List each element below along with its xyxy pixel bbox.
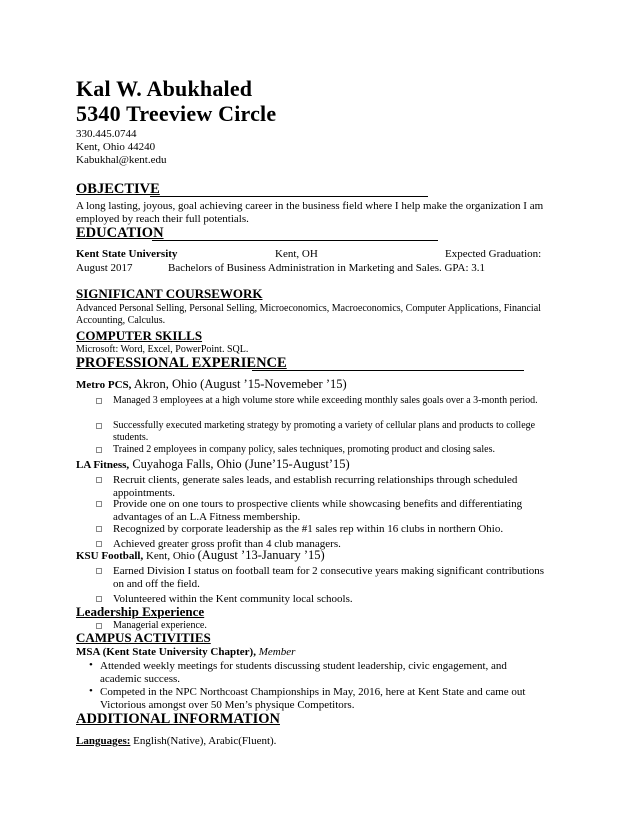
job-company: LA Fitness,	[76, 459, 130, 471]
objective-rule	[150, 196, 428, 197]
job-bullet: Successfully executed marketing strategy by promoting a variety of cellular plans and products to college students.	[113, 420, 536, 443]
objective-text: A long lasting, joyous, goal achieving career in the business field where I help make the organization I am employed by reach their full potentials.	[76, 200, 544, 225]
checkbox-bullet-icon	[96, 526, 102, 532]
campus-bullet: Attended weekly meetings for students discussing student leadership, civic engagement, and academic success.	[100, 660, 507, 685]
campus-activities-heading: CAMPUS ACTIVITIES	[76, 630, 211, 645]
computer-skills-heading: COMPUTER SKILLS	[76, 328, 203, 343]
graduation-date: August 2017	[76, 262, 133, 274]
checkbox-bullet-icon	[96, 568, 102, 574]
education-rule	[152, 240, 438, 241]
city-state-zip: Kent, Ohio 44240	[76, 141, 156, 153]
computer-skills-text: Microsoft: Word, Excel, PowerPoint. SQL.	[76, 344, 249, 355]
checkbox-bullet-icon	[96, 477, 102, 483]
checkbox-bullet-icon	[96, 541, 102, 547]
leadership-heading: Leadership Experience	[76, 604, 205, 619]
job-ksu-football-heading	[76, 548, 325, 563]
job-bullet: Recognized by corporate leadership as the #1 sales rep within 16 clubs in northern Ohio.	[113, 523, 504, 535]
email-address: Kabukhal@kent.edu	[76, 154, 167, 166]
campus-role: Member	[255, 646, 296, 658]
checkbox-bullet-icon	[96, 447, 102, 453]
job-la-fitness-heading	[76, 457, 350, 472]
experience-rule	[252, 370, 524, 371]
school-location: Kent, OH	[275, 248, 318, 260]
job-company: Metro PCS,	[76, 379, 132, 391]
additional-info-heading: ADDITIONAL INFORMATION	[76, 711, 280, 727]
job-city: Kent, Ohio	[143, 550, 198, 562]
job-bullet: Recruit clients, generate sales leads, and establish recurring relationships through scheduled appointments.	[113, 474, 518, 499]
job-details: Cuyahoga Falls, Ohio (June’15-August’15)	[129, 457, 350, 471]
degree-text: Bachelors of Business Administration in Marketing and Sales. GPA: 3.1	[168, 262, 486, 274]
checkbox-bullet-icon	[96, 398, 102, 404]
coursework-heading: SIGNIFICANT COURSEWORK	[76, 286, 263, 301]
expected-graduation-label: Expected Graduation:	[445, 248, 542, 260]
bullet-dot-icon: •	[89, 659, 93, 671]
job-bullet: Achieved greater gross profit than 4 club managers.	[113, 538, 341, 550]
experience-heading: PROFESSIONAL EXPERIENCE	[76, 355, 287, 371]
job-details: (August ’13-January ’15)	[197, 548, 325, 562]
job-bullet: Trained 2 employees in company policy, sales techniques, promoting product and closing sales.	[113, 444, 495, 455]
phone-number: 330.445.0744	[76, 128, 137, 140]
school-name: Kent State University	[76, 248, 178, 260]
street-address: 5340 Treeview Circle	[76, 101, 277, 126]
languages-value: English(Native), Arabic(Fluent).	[130, 735, 277, 747]
checkbox-bullet-icon	[96, 596, 102, 602]
job-bullet: Provide one on one tours to prospective clients while showcasing benefits and differentiating advantages of an L.A Fitness membership.	[113, 498, 523, 523]
education-heading: EDUCATION	[76, 225, 164, 241]
campus-org-line	[76, 646, 295, 658]
objective-heading: OBJECTIVE	[76, 181, 160, 197]
campus-org: MSA (Kent State University Chapter),	[76, 646, 256, 658]
full-name: Kal W. Abukhaled	[76, 76, 253, 101]
job-metro-pcs-heading	[76, 377, 347, 392]
checkbox-bullet-icon	[96, 423, 102, 429]
job-bullet: Earned Division I status on football team for 2 consecutive years making significant contributions on and off the field.	[113, 565, 545, 590]
languages-line	[76, 735, 276, 747]
leadership-bullet: Managerial experience.	[113, 620, 207, 631]
job-bullet: Managed 3 employees at a high volume store while exceeding monthly sales goals over a 3-month period.	[113, 395, 538, 406]
job-company: KSU Football,	[76, 550, 144, 562]
checkbox-bullet-icon	[96, 623, 102, 629]
campus-bullet: Competed in the NPC Northcoast Championships in May, 2016, here at Kent State and came out Victorious amongst over 50 Men’s physique Competitors.	[100, 686, 526, 711]
job-details: Akron, Ohio (August ’15-Novemeber ’15)	[131, 377, 347, 391]
job-bullet: Volunteered within the Kent community local schools.	[113, 593, 353, 605]
bullet-dot-icon: •	[89, 685, 93, 697]
languages-label: Languages:	[76, 735, 131, 747]
checkbox-bullet-icon	[96, 501, 102, 507]
coursework-text: Advanced Personal Selling, Personal Selling, Microeconomics, Macroeconomics, Computer Applications, Financial Accounting, Calculus.	[76, 303, 541, 326]
